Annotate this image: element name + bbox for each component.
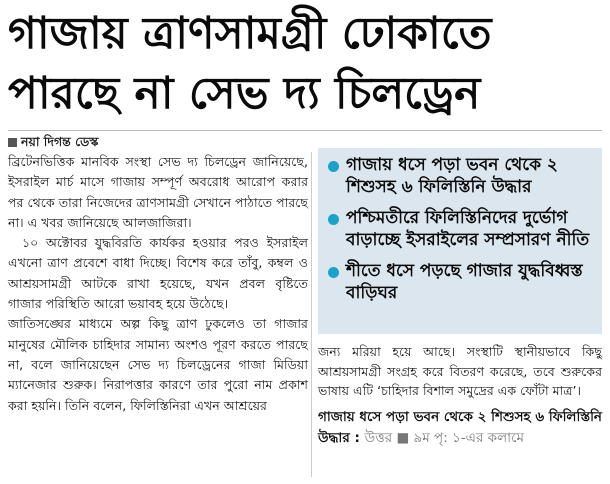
bullet-dot-icon [328,267,339,278]
headline [8,4,602,124]
headline-line-2: পারছে না সেভ দ্য চিলড্রেন [8,68,481,119]
headline-rule [8,130,602,131]
related-story-continuation: উত্তর ■ ৯ম পৃ: ১-এর কলামে [364,429,525,446]
highlights-box [318,148,602,334]
article-body-right [318,342,602,449]
bullet-dot-icon [328,161,339,172]
highlight-text: শীতে ধসে পড়ছে গাজার যুদ্ধবিধ্বস্ত বাড়িঘর [346,261,583,303]
highlight-item [326,154,594,198]
related-story[interactable] [318,407,602,449]
square-bullet-icon [8,138,17,147]
bullet-dot-icon [328,214,339,225]
highlight-item [326,207,594,251]
highlight-text: গাজায় ধসে পড়া ভবন থেকে ২ শিশুসহ ৬ ফিলিস্তিনি উদ্ধার [346,155,558,197]
column-divider [311,152,312,477]
paragraph-4: জন্য মরিয়া হয়ে আছে। সংস্থাটি স্থানীয়ভাবে কিছু আশ্রয়সামগ্রী সংগ্রহ করে বিতরণ করেছে, তবে শুরুকের ভাষায় এটি ‘চাহিদার বিশাল সমুদ্রের এক ফোঁটা মাত্র’। [318,344,602,398]
paragraph-2: ১০ অক্টোবর যুদ্ধবিরতি কার্যকর হওয়ার পরও ইসরাইল এখনো ত্রাণ প্রবেশে বাধা দিচ্ছে। বিশেষ করে তাঁবু, কম্বল ও আশ্রয়সামগ্রী আটকে রাখা হয়েছে, যখন প্রবল বৃষ্টিতে গাজার পরিস্থিতি আরো ভয়াবহ হয়ে উঠেছে। [8,235,308,312]
paragraph-3: জাতিসঙ্ঘের মাধ্যমে অল্প কিছু ত্রাণ ঢুকলেও তা গাজার মানুষের মৌলিক চাহিদার সামান্য অংশও পূরণ করতে পারছে না, বলে জানিয়েছেন সেভ দ্য চিলড্রেনের গাজা মিডিয়া ম্যানেজার শুরুক। নিরাপত্তার কারণে তার পুরো নাম প্রকাশ করা হয়নি। তিনি বলেন, ফিলিস্তিনিরা এখন আশ্রয়ের [8,316,308,413]
byline-text: নয়া দিগন্ত ডেস্ক [21,134,99,149]
highlight-item [326,260,594,304]
paragraph-1: ব্রিটেনভিত্তিক মানবিক সংস্থা সেভ দ্য চিলড্রেন জানিয়েছে, ইসরাইল মার্চ মাসে গাজায় সম্পূর্ণ অবরোধ আরোপ করার পর থেকে তারা নিজেদের ত্রাণসামগ্রী সেখানে পাঠাতে পারছে না। এ খবর জানিয়েছে আলজাজিরা। [8,154,308,230]
highlight-text: পশ্চিমতীরে ফিলিস্তিনিদের দুর্ভোগ বাড়াচ্ছে ইসরাইলের সম্প্রসারণ নীতি [346,208,590,250]
related-story-title: গাজায় ধসে পড়া ভবন থেকে ২ শিশুসহ ৬ ফিলিস্তিনি উদ্ধার : [318,408,602,446]
article-body-left [8,152,308,416]
headline-line-1: গাজায় ত্রাণসামগ্রী ঢোকাতে [8,8,492,59]
byline [8,134,98,154]
